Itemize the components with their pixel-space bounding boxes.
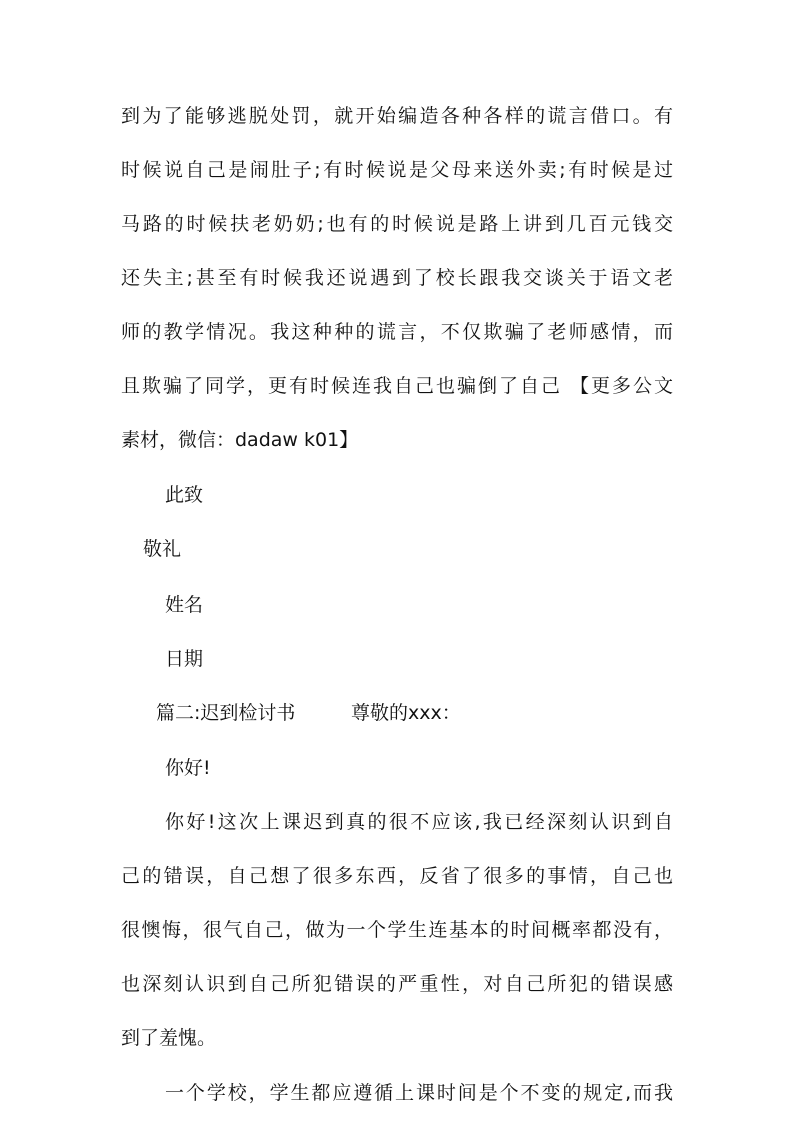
- text-line: 马路的时候扶老奶奶;也有的时候说是路上讲到几百元钱交: [121, 213, 673, 235]
- text-line: 到了羞愧。: [121, 1027, 217, 1049]
- text-line: 师的教学情况。我这种种的谎言，不仅欺骗了老师感情，而: [121, 321, 673, 343]
- text-line: 素材，微信：dadaw k01】: [121, 429, 359, 451]
- text-line: 还失主;甚至有时候我还说遇到了校长跟我交谈关于语文老: [121, 267, 673, 289]
- text-line: 你好!这次上课迟到真的很不应该,我已经深刻认识到自: [165, 811, 673, 833]
- text-line: 己的错误，自己想了很多东西，反省了很多的事情，自己也: [121, 865, 673, 887]
- salutation: 尊敬的xxx：: [351, 702, 461, 724]
- text-line: 且欺骗了同学，更有时候连我自己也骗倒了自己 【更多公文: [121, 375, 673, 397]
- closing-ci-zhi: 此致: [165, 484, 204, 506]
- section-heading: 篇二:迟到检讨书: [156, 702, 296, 724]
- closing-jing-li: 敬礼: [143, 538, 182, 560]
- signature-date: 日期: [165, 648, 204, 670]
- text-line: 一个学校，学生都应遵循上课时间是个不变的规定,而我: [165, 1082, 673, 1104]
- text-line: 很懊悔，很气自己，做为一个学生连基本的时间概率都没有，: [121, 919, 673, 941]
- text-line: 时候说自己是闹肚子;有时候说是父母来送外卖;有时候是过: [121, 159, 673, 181]
- text-line: 也深刻认识到自己所犯错误的严重性，对自己所犯的错误感: [121, 973, 673, 995]
- greeting: 你好!: [165, 757, 211, 779]
- signature-name: 姓名: [165, 594, 204, 616]
- text-line: 到为了能够逃脱处罚，就开始编造各种各样的谎言借口。有: [121, 105, 673, 127]
